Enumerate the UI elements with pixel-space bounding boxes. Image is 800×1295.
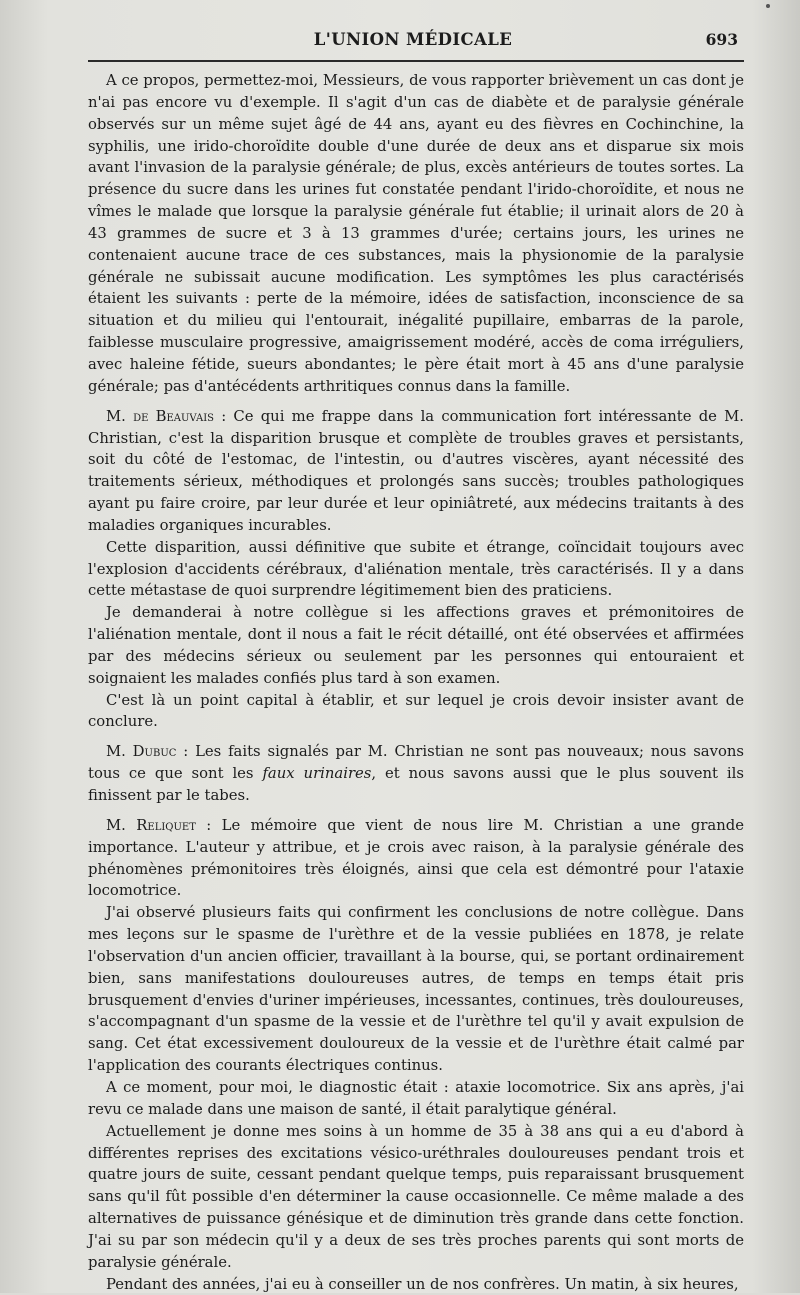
paragraph [88, 537, 744, 603]
page-header [88, 26, 738, 60]
page-number: 693 [705, 30, 738, 49]
paragraph [88, 741, 744, 807]
paragraph [88, 1121, 744, 1274]
paragraph-text: Cette disparition, aussi définitive que subite et étrange, coïncidait toujours avec l'explosion d'accidents cérébraux, d'aliénation mentale, très caractérisés. Il y a dans cette métastase de quoi surprendre légitimement bien des praticiens. [88, 538, 744, 600]
paragraph-text: A ce propos, permettez-moi, Messieurs, de vous rapporter brièvement un cas dont je n'ai pas encore vu d'exemple. Il s'agit d'un cas de diabète et de paralysie générale observés sur un même sujet âgé de 44 ans, ayant eu des fièvres en Cochinchine, la syphilis, une irido-choroïdite double d'une durée de deux ans et disparue six mois avant l'invasion de la paralysie générale; de plus, excès antérieurs de toutes sortes. La présence du sucre dans les urines fut constatée pendant l'irido-choroïdite, et nous ne vîmes le malade que lorsque la paralysie générale fut établie; il urinait alors de 20 à 43 grammes de sucre et 3 à 13 grammes d'urée; certains jours, les urines ne contenaient aucune trace de ces substances, mais la physionomie de la paralysie générale ne subissait aucune modification. Les symptômes les plus caractérisés étaient les suivants : perte de la mémoire, idées de satisfaction, inconscience de sa situation et du milieu qui l'entourait, inégalité pupillaire, embarras de la parole, faiblesse musculaire progressive, amaigrissement modéré, accès de coma irréguliers, avec haleine fétide, sueurs abondantes; le père était mort à 45 ans d'une paralysie générale; pas d'antécédents arthritiques connus dans la famille. [88, 72, 744, 395]
paragraph-text: Actuellement je donne mes soins à un homme de 35 à 38 ans qui a eu d'abord à différentes reprises des excitations vésico-uréthrales douloureuses pendant trois et quatre jours de suite, cessant pendant quelque temps, puis reparaissant brusquement sans qu'il fût possible d'en déterminer la cause occasionnelle. Ce même malade a des alternatives de puissance génésique et de diminution très grande dans cette fonction. J'ai su par son médecin qu'il y a deux de ses très proches parents qui sont morts de paralysie générale. [88, 1122, 744, 1271]
paragraph-text: A ce moment, pour moi, le diagnostic était : ataxie locomotrice. Six ans après, j'ai revu ce malade dans une maison de santé, il était paralytique général. [88, 1078, 744, 1118]
speaker-name: M. de Beauvais [106, 407, 214, 425]
paragraph [88, 70, 744, 398]
paragraph-text: : Le mémoire que vient de nous lire M. Christian a une grande importance. L'auteur y attribue, et je crois avec raison, à la paralysie générale des phénomènes prémonitoires très éloignés, ainsi que cela est démontré pour l'ataxie locomotrice. [88, 816, 745, 900]
paragraph [88, 815, 744, 902]
paragraph [88, 406, 744, 537]
paragraph [88, 1077, 744, 1121]
paragraph-text: J'ai observé plusieurs faits qui confirment les conclusions de notre collègue. Dans mes leçons sur le spasme de l'urèthre et de la vessie publiées en 1878, je relate l'observation d'un ancien officier, travaillant à la bourse, qui, se portant ordinairement bien, sans manifestations douloureuses autres, de temps en temps était pris brusquement d'envies d'uriner impérieuses, incessantes, continues, très douloureuses, s'accompagnant d'un spasme de la vessie et de l'urèthre tel qu'il y avait expulsion de sang. Cet état excessivement douloureux de la vessie et de l'urèthre était calmé par l'application des courants électriques continus. [88, 904, 744, 1075]
paragraph [88, 1274, 744, 1295]
italic-term: faux urinaires [262, 765, 372, 783]
speaker-name: M. Dubuc [106, 743, 177, 761]
paragraph-text: Pendant des années, j'ai eu à conseiller un de nos confrères. Un matin, à six heures, [106, 1275, 739, 1293]
paragraph [88, 690, 744, 734]
header-rule [88, 60, 744, 62]
article-body [88, 70, 744, 1295]
paragraph-text-continued: , et nous savons aussi que le plus souvent ils finissent par le tabes. [88, 765, 744, 804]
paragraph-text: Je demanderai à notre collègue si les affections graves et prémonitoires de l'aliénation mentale, dont il nous a fait le récit détaillé, ont été observées et affirmées par des médecins sérieux ou seulement par les personnes qui entouraient et soignaient les malades confiés plus tard à son examen. [88, 604, 744, 687]
print-speck [766, 4, 770, 8]
paragraph-text: : Les faits signalés par M. Christian ne sont pas nouveaux; nous savons tous ce que sont les [88, 743, 745, 783]
running-title: L'UNION MÉDICALE [313, 30, 513, 49]
speaker-name: M. Reliquet [106, 816, 196, 834]
paragraph-text: : Ce qui me frappe dans la communication fort intéressante de M. Christian, c'est la disparition brusque et complète de troubles graves et persistants, soit du côté de l'estomac, de l'intestin, ou d'autres viscères, ayant nécessité des traitements sérieux, méthodiques et prolongés sans succès; troubles pathologiques ayant pu faire croire, par leur durée et leur opiniâtreté, aux médecins traitants à des maladies organiques incurables. [88, 407, 745, 534]
paragraph-text: C'est là un point capital à établir, et sur lequel je crois devoir insister avant de conclure. [88, 691, 744, 731]
paragraph [88, 602, 744, 689]
paragraph [88, 902, 744, 1077]
